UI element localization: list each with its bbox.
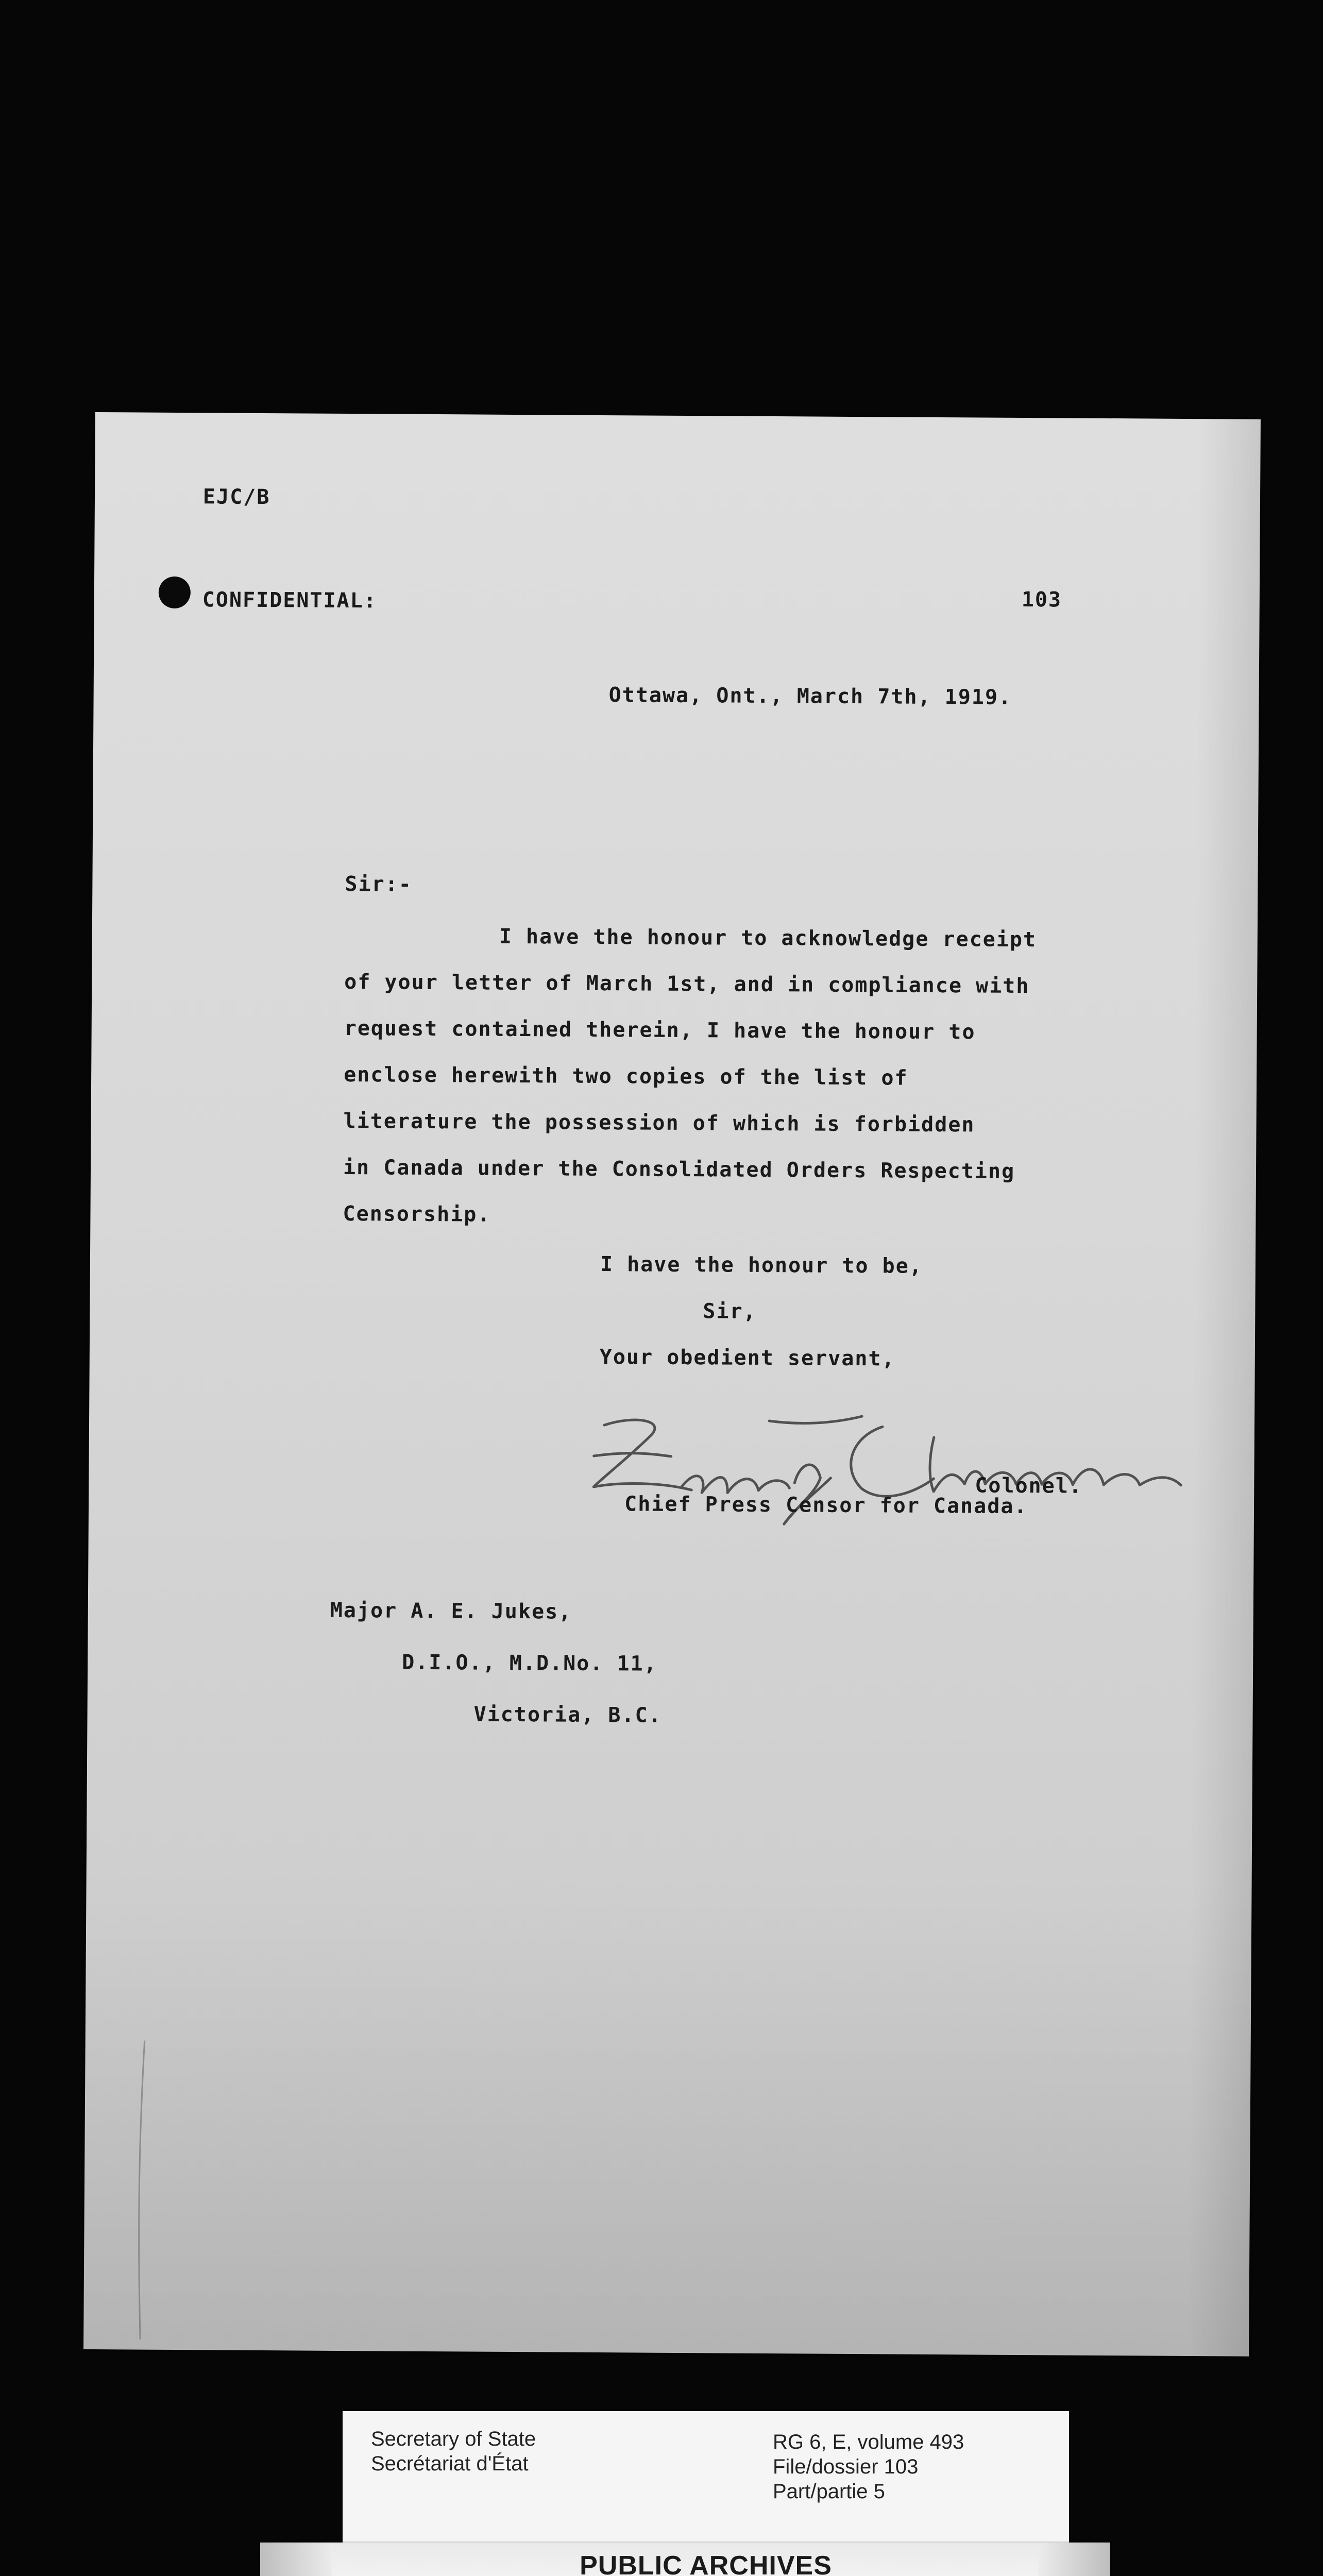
- closing-line: I have the honour to be,: [600, 1252, 923, 1278]
- record-group: RG 6, E, volume 493: [773, 2431, 964, 2453]
- closing-line: Sir,: [703, 1299, 757, 1324]
- department-fr: Secrétariat d'État: [371, 2452, 529, 2475]
- closing-line: Your obedient servant,: [599, 1345, 895, 1371]
- addressee-line: Victoria, B.C.: [473, 1702, 662, 1727]
- body-line: Censorship.: [343, 1201, 491, 1227]
- body-line: in Canada under the Consolidated Orders Respecting: [343, 1155, 1015, 1183]
- addressee-line: Major A. E. Jukes,: [330, 1598, 572, 1624]
- archives-title-en: PUBLIC ARCHIVES: [580, 2551, 832, 2576]
- body-line: of your letter of March 1st, and in compliance with: [344, 970, 1030, 998]
- reference-code: EJC/B: [202, 485, 270, 510]
- body-line: request contained therein, I have the honour to: [344, 1016, 976, 1044]
- letter-sheet: [83, 412, 1261, 2357]
- handwritten-signature: [573, 1404, 1202, 1542]
- salutation: Sir:-: [345, 872, 412, 896]
- body-line: I have the honour to acknowledge receipt: [499, 924, 1037, 952]
- addressee-line: D.I.O., M.D.No. 11,: [402, 1650, 657, 1676]
- punch-hole: [159, 577, 191, 608]
- body-line: literature the possession of which is forbidden: [343, 1109, 975, 1137]
- classification-mark: CONFIDENTIAL:: [202, 588, 377, 613]
- sheet-shading-bottom: [83, 1886, 1251, 2357]
- department-en: Secretary of State: [371, 2428, 536, 2450]
- strip-edge-left: [260, 2543, 332, 2576]
- part-number: Part/partie 5: [773, 2480, 885, 2503]
- body-line: enclose herewith two copies of the list of: [344, 1062, 908, 1090]
- file-number: File/dossier 103: [773, 2455, 919, 2478]
- margin-mark: [130, 2035, 152, 2344]
- date-line: Ottawa, Ont., March 7th, 1919.: [608, 683, 1012, 709]
- page-number: 103: [1021, 587, 1062, 612]
- signatory-rank: Colonel.: [975, 1473, 1083, 1498]
- signatory-title: Chief Press Censor for Canada.: [624, 1492, 1028, 1519]
